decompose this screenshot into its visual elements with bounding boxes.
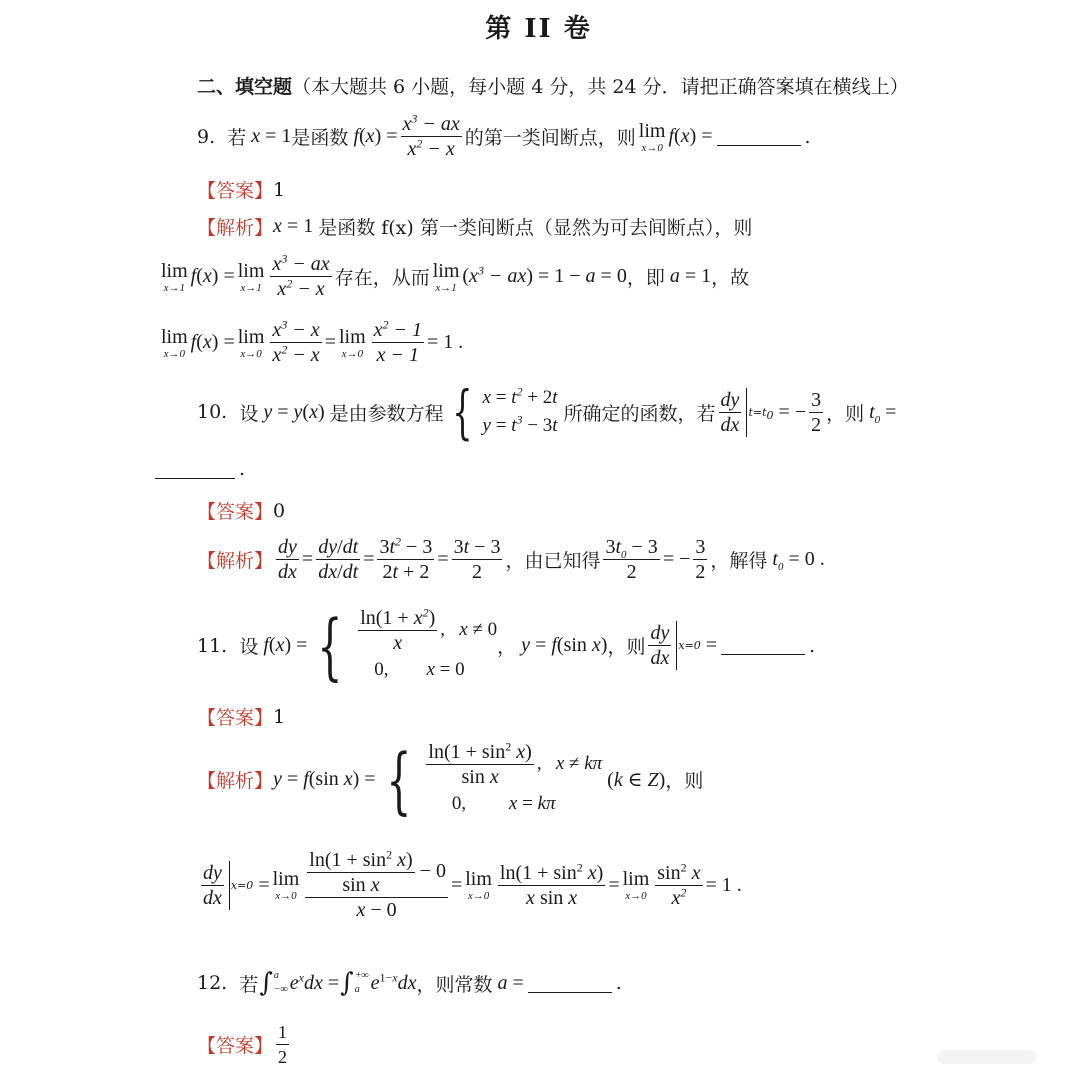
analysis-tag: 【解析】 <box>197 770 274 792</box>
answer-blank[interactable] <box>528 974 612 993</box>
q11-analysis-line1: 【解析】 y = f(sin x) = { $\frac{\ln(1 + \sin^2 x)}{\text{sin x}}$ , x ≠ kπ 0, x = kπ (k ∈ Z) ，则 <box>197 737 704 822</box>
answer-blank[interactable] <box>155 460 235 479</box>
answer-tag: 【答案】 <box>197 501 274 523</box>
answer-blank[interactable] <box>717 127 801 146</box>
question-number: 10. <box>197 401 228 423</box>
question-11: 11. 设 f(x) = { $\frac{\ln(1 + x^2)}{x}$ , x ≠ 0 0, x = 0 ， y = f(sin x) ，则 $\frac{dy}{dx}$ x=0 = . <box>197 603 816 688</box>
question-number: 11. <box>197 634 228 657</box>
q10-blank-line: . <box>155 458 245 480</box>
answer-blank[interactable] <box>721 636 805 655</box>
section-note: （本大题共 6 小题，每小题 4 分，共 24 分．请把正确答案填在横线上） <box>292 76 909 98</box>
section-label: 二、填空题 <box>197 76 293 98</box>
q12-answer: 【答案】 $\frac{1}{2}$ <box>197 1022 288 1067</box>
answer-tag: 【答案】 <box>197 180 274 202</box>
question-10: 10. 设 y = y(x) 是由参数方程 { $x = t^2 + 2t$ $y = t^3 - 3t$ 所确定的函数，若 $\frac{dy}{dx}$ $t=t_0$ = − $\frac{3}{2}$ ，则 $t_0$ = <box>197 378 897 446</box>
question-number: 9. <box>197 125 216 148</box>
question-9: 9. 若 x = 1 是函数 f(x) = $\frac{x^3 - ax}{x^2 - x}$ 的第一类间断点，则 lim x→0 f(x) = . <box>197 111 811 160</box>
q11-answer: 【答案】 1 <box>197 703 285 730</box>
q9-analysis-line2: lim x→1 f(x) = lim x→1 $\frac{x^3 - ax}{x^2 - x}$ 存在，从而 lim x→1 $(x^3 - ax) = 1 - a = 0$ ，即 a = 1 ，故 <box>161 251 750 300</box>
q9-analysis-line3: lim x→0 f(x) = lim x→0 $\frac{x^3 - x}{x^2 - x}$ = lim x→0 $\frac{x^2 - 1}{x - 1}$ = 1 . <box>161 317 464 366</box>
analysis-tag: 【解析】 <box>197 217 274 239</box>
section-heading <box>197 72 909 99</box>
q10-answer: 【答案】 0 <box>197 497 285 524</box>
q9-analysis-line1: 【解析】 x = 1 是函数 f(x) 第一类间断点（显然为可去间断点），则 <box>197 215 753 239</box>
question-number: 12. <box>197 972 228 994</box>
watermark-decoration <box>937 1050 1037 1064</box>
q11-analysis-line2: $\frac{dy}{dx}$ x=0 = lim x→0 $\frac{\ln(1 + \sin^2 x)}{\text{sin x}}$ − 0 x − 0 = lim x→0 $\frac{\ln(1 + \sin^2 x)}{\text{x sin x}}$ = lim x→0 $\frac{\sin^2 x}{x^2}$ = 1 . <box>198 848 742 922</box>
q9-answer: 【答案】 1 <box>197 176 285 203</box>
page-title: 第 II 卷 <box>485 14 592 44</box>
analysis-tag: 【解析】 <box>197 550 274 572</box>
answer-tag: 【答案】 <box>197 707 274 729</box>
question-12: 12. 若 ∫ a −∞ $e^xdx$ = ∫ +∞ a $e^{1-x}dx$ ，则常数 a = . <box>197 968 622 998</box>
q10-analysis: 【解析】 $\frac{dy}{dx}$ = $\frac{dy/dt}{dx/dt}$ = $\frac{3t^2 - 3}{2t + 2}$ = $\frac{3t - 3}{2}$ ，由已知得 $\frac{3t_0 - 3}{2}$ = − $\frac{3}{2}$ ，解得 $t_0 = 0$ . <box>197 534 825 583</box>
answer-tag: 【答案】 <box>197 1035 274 1057</box>
